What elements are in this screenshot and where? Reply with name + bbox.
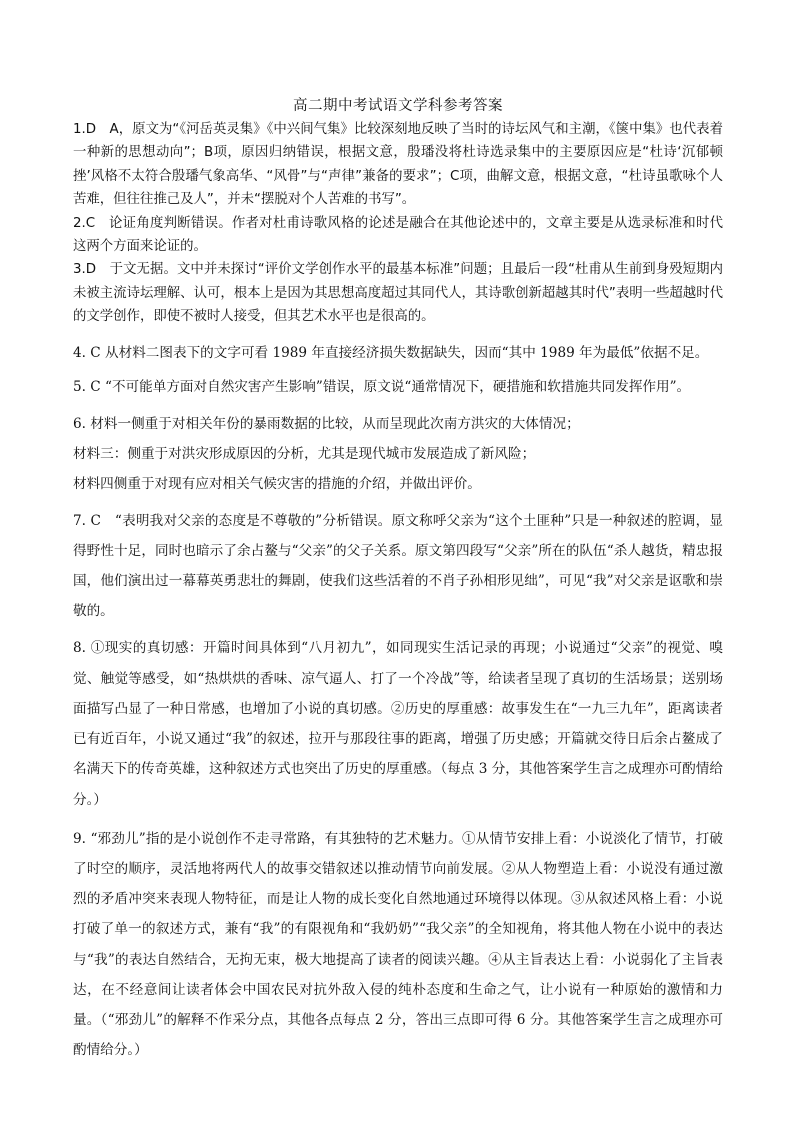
answer-4: 4. C 从材料二图表下的文字可看 1989 年直接经济损失数据缺失，因而“其中 1989 年为最低”依据不足。 — [73, 344, 709, 361]
answer-1: 1.D A，原文为“《河岳英灵集》《中兴间气集》比较深刻地反映了当时的诗坛风气和主潮，《箧中集》也代表着一种新的思想动向”；B项，原因归纳错误，根据文意，殷璠没将杜诗选录集中的主要原因应是“杜诗‘沉郁顿挫’风格不太符合殷璠气象高华、“风骨”与“声律”兼备的要求”；C项，曲解文意，根据文意，“杜诗虽歌咏个人苦难，但往往推己及人”，并未“摆脱对个人苦难的书写”。 — [73, 122, 723, 208]
answer-5: 5. C “不可能单方面对自然灾害产生影响”错误，原文说“通常情况下，硬措施和软措施共同发挥作用”。 — [73, 378, 691, 395]
answer-8: 8. ①现实的真切感：开篇时间具体到“八月初九”，如同现实生活记录的再现；小说通过“父亲”的视觉、嗅觉、触觉等感受，如“热烘烘的香味、凉气逼人、打了一个冷战”等，给读者呈现了真切的生活场景；送别场面描写凸显了一种日常感，也增加了小说的真切感。②历史的厚重感：故事发生在“一九三九年”，距离读者已有近百年，小说又通过“我”的叙述，拉开与那段往事的距离，增强了历史感；开篇就交待日后余占鳌成了名满天下的传奇英雄，这种叙述方式也突出了历史的厚重感。（每点 3 分，其他答案学生言之成理亦可酌情给分。） — [73, 640, 723, 808]
answer-6-material-4: 材料四侧重于对现有应对相关气候灾害的措施的介绍，并做出评价。 — [73, 476, 481, 493]
answer-9: 9. “邪劲儿”指的是小说创作不走寻常路，有其独特的艺术魅力。①从情节安排上看：小说淡化了情节，打破了时空的顺序，灵活地将两代人的故事交错叙述以推动情节向前发展。②从人物塑造上看：小说没有通过激烈的矛盾冲突来表现人物特征，而是让人物的成长变化自然地通过环境得以体现。③从叙述风格上看：小说打破了单一的叙述方式，兼有“我”的有限视角和“我奶奶”“我父亲”的全知视角，将其他人物在小说中的表达与“我”的表达自然结合，无拘无束，极大地提高了读者的阅读兴趣。④从主旨表达上看：小说弱化了主旨表达，在不经意间让读者体会中国农民对抗外敌入侵的纯朴态度和生命之气，让小说有一种原始的激情和力量。（“邪劲儿”的解释不作采分点，其他各点每点 2 分，答出三点即可得 6 分。其他答案学生言之成理亦可酌情给分。） — [73, 830, 723, 1059]
answer-2: 2.C 论证角度判断错误。作者对杜甫诗歌风格的论述是融合在其他论述中的，文章主要是从选录标准和时代这两个方面来论证的。 — [73, 215, 723, 255]
answer-6-material-3: 材料三：侧重于对洪灾形成原因的分析，尤其是现代城市发展造成了新风险； — [73, 446, 536, 463]
answer-7: 7. C “表明我对父亲的态度是不尊敬的”分析错误。原文称呼父亲为“这个土匪种”只是一种叙述的腔调，显得野性十足，同时也暗示了余占鳌与“父亲”的父子关系。原文第四段写“父亲”所在的队伍“杀人越货，精忠报国，他们演出过一幕幕英勇悲壮的舞剧，使我们这些活着的不肖子孙相形见绌”，可见“我”对父亲是讴歌和崇敬的。 — [73, 512, 723, 620]
answer-document — [73, 96, 723, 1065]
answer-6-material-1: 6. 材料一侧重于对相关年份的暴雨数据的比较，从而呈现此次南方洪灾的大体情况； — [73, 416, 580, 433]
document-title: 高二期中考试语文学科参考答案 — [293, 98, 503, 114]
answer-3: 3.D 于文无据。文中并未探讨“评价文学创作水平的最基本标准”问题；且最后一段“杜甫从生前到身殁短期内未被主流诗坛理解、认可，根本上是因为其思想高度超过其同代人，其诗歌创新超越其时代”表明一些超越时代的文学创作，即使不被时人接受，但其艺术水平也是很高的。 — [73, 262, 723, 325]
